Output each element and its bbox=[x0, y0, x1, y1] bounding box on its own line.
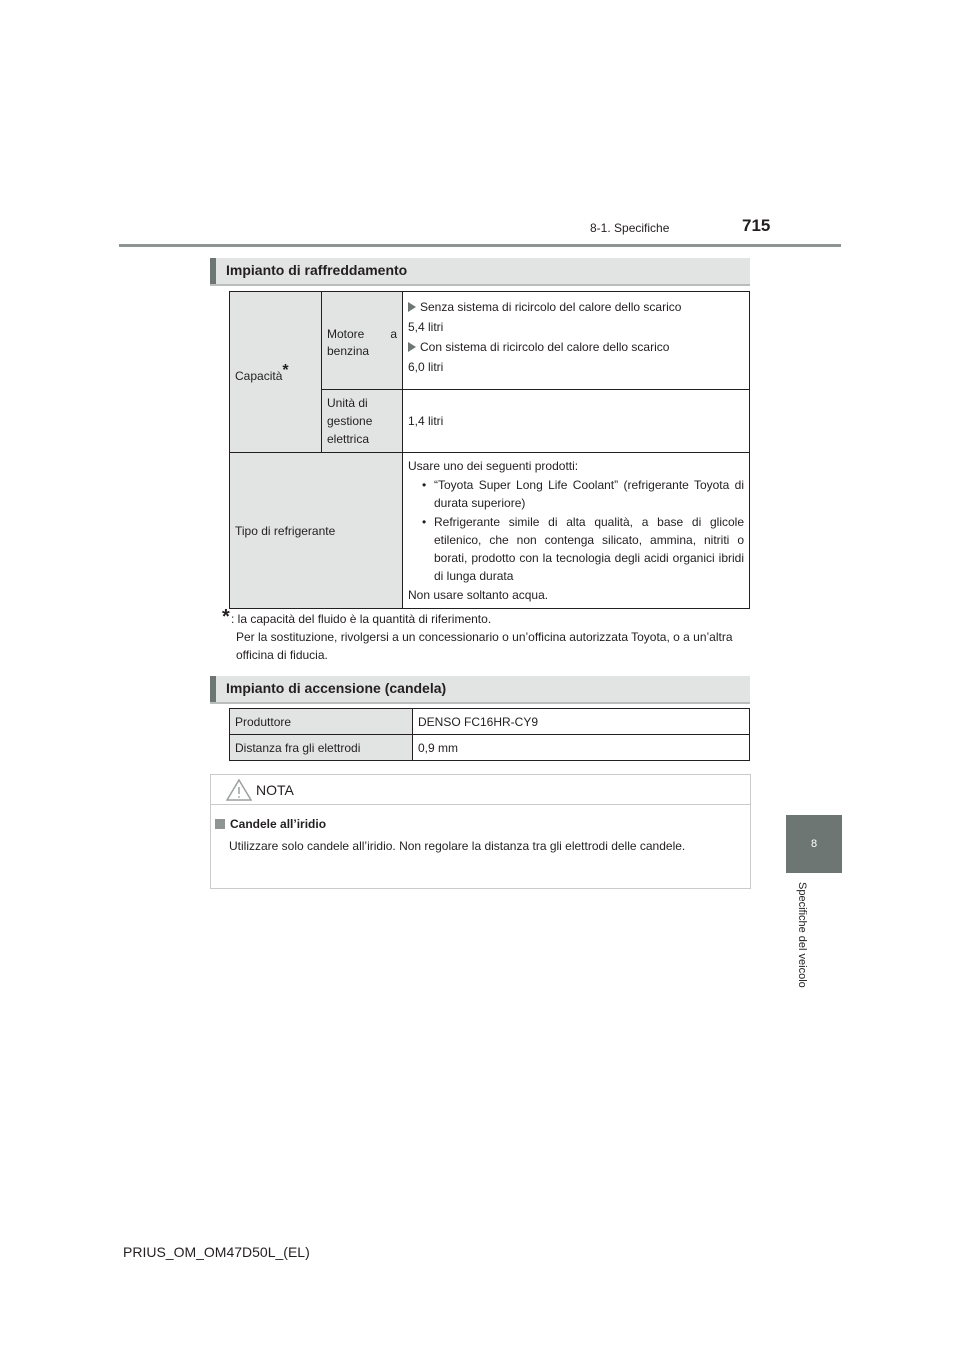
power-unit-value: 1,4 litri bbox=[403, 390, 750, 453]
warning-triangle-icon bbox=[226, 779, 252, 801]
capacity-footnote bbox=[222, 606, 750, 664]
notice-label: NOTA bbox=[256, 782, 294, 798]
electrode-gap-value: 0,9 mm bbox=[413, 735, 750, 761]
petrol-engine-label: Motore a benzina bbox=[327, 327, 397, 358]
footnote-line2: Per la sostituzione, rivolgersi a un concessionario o un’officina autorizzata Toyota, o a un’altra officina di fiducia. bbox=[236, 630, 733, 662]
electrode-gap-label: Distanza fra gli elettrodi bbox=[230, 735, 413, 761]
capacity-footnote-mark: * bbox=[282, 361, 289, 379]
ignition-spec-table bbox=[229, 708, 750, 761]
coolant-item-text: Refrigerante simile di alta qualità, a base di glicole etilenico, che non contenga silicato, ammina, nitriti o borati, prodotto con la tecnologia degli acidi organici ibridi di lunga durata bbox=[434, 515, 744, 583]
coolant-type-label: Tipo di refrigerante bbox=[230, 453, 403, 609]
petrol-capacity-cell bbox=[403, 292, 750, 390]
coolant-note: Non usare soltanto acqua. bbox=[408, 588, 549, 602]
ignition-section-title: Impianto di accensione (candela) bbox=[226, 680, 447, 696]
capacity-label-cell bbox=[230, 292, 322, 453]
cooling-section-title: Impianto di raffreddamento bbox=[226, 262, 408, 278]
manufacturer-value: DENSO FC16HR-CY9 bbox=[413, 709, 750, 735]
notice-title-row bbox=[215, 817, 326, 831]
heading-accent-bar bbox=[210, 258, 216, 284]
coolant-item: • “Toyota Super Long Life Coolant” (refrigerante Toyota di durata superiore) bbox=[422, 478, 744, 510]
cooling-spec-table bbox=[229, 291, 750, 609]
coolant-item: • Refrigerante simile di alta qualità, a base di glicole etilenico, che non contenga silicato, ammina, nitriti o borati, prodotto con la tecnologia degli acidi organici ibridi di lunga durata bbox=[422, 515, 744, 583]
coolant-type-cell bbox=[403, 453, 750, 609]
option1-line bbox=[408, 300, 744, 314]
option1-value: 5,4 litri bbox=[408, 320, 444, 334]
notice-title: Candele all’iridio bbox=[230, 817, 327, 831]
coolant-intro: Usare uno dei seguenti prodotti: bbox=[408, 459, 579, 473]
arrow-right-icon bbox=[408, 302, 416, 312]
chapter-title-text: Specifiche del veicolo bbox=[796, 882, 808, 988]
notice-header bbox=[211, 775, 750, 805]
footnote-line1: : la capacità del fluido è la quantità di riferimento. bbox=[231, 612, 492, 626]
arrow-right-icon bbox=[408, 342, 416, 352]
ignition-section-heading bbox=[210, 676, 750, 704]
option2-line bbox=[408, 340, 744, 354]
cooling-section-heading bbox=[210, 258, 750, 286]
section-label: 8-1. Specifiche bbox=[590, 221, 670, 235]
notice-body: Utilizzare solo candele all’iridio. Non regolare la distanza tra gli elettrodi delle candele. bbox=[229, 839, 686, 853]
table-row bbox=[230, 709, 750, 735]
footnote-mark: * bbox=[222, 606, 230, 628]
petrol-engine-cell bbox=[322, 292, 403, 390]
heading-accent-bar bbox=[210, 676, 216, 702]
option2-value: 6,0 litri bbox=[408, 360, 444, 374]
chapter-number-tab: 8 bbox=[786, 815, 842, 873]
notice-box bbox=[210, 774, 751, 889]
document-code: PRIUS_OM_OM47D50L_(EL) bbox=[123, 1244, 310, 1260]
coolant-item-text: “Toyota Super Long Life Coolant” (refrigerante Toyota di durata superiore) bbox=[434, 478, 744, 510]
page-number: 715 bbox=[742, 216, 771, 235]
manufacturer-label: Produttore bbox=[230, 709, 413, 735]
option1-text: Senza sistema di ricircolo del calore dello scarico bbox=[420, 300, 682, 314]
capacity-label: Capacità bbox=[235, 368, 283, 383]
table-row bbox=[230, 735, 750, 761]
square-bullet-icon bbox=[215, 819, 225, 829]
chapter-title-vertical bbox=[796, 882, 822, 1012]
power-unit-label: Unità di gestione elettrica bbox=[322, 390, 403, 453]
option2-text: Con sistema di ricircolo del calore dello scarico bbox=[420, 340, 670, 354]
header-rule bbox=[119, 244, 841, 247]
